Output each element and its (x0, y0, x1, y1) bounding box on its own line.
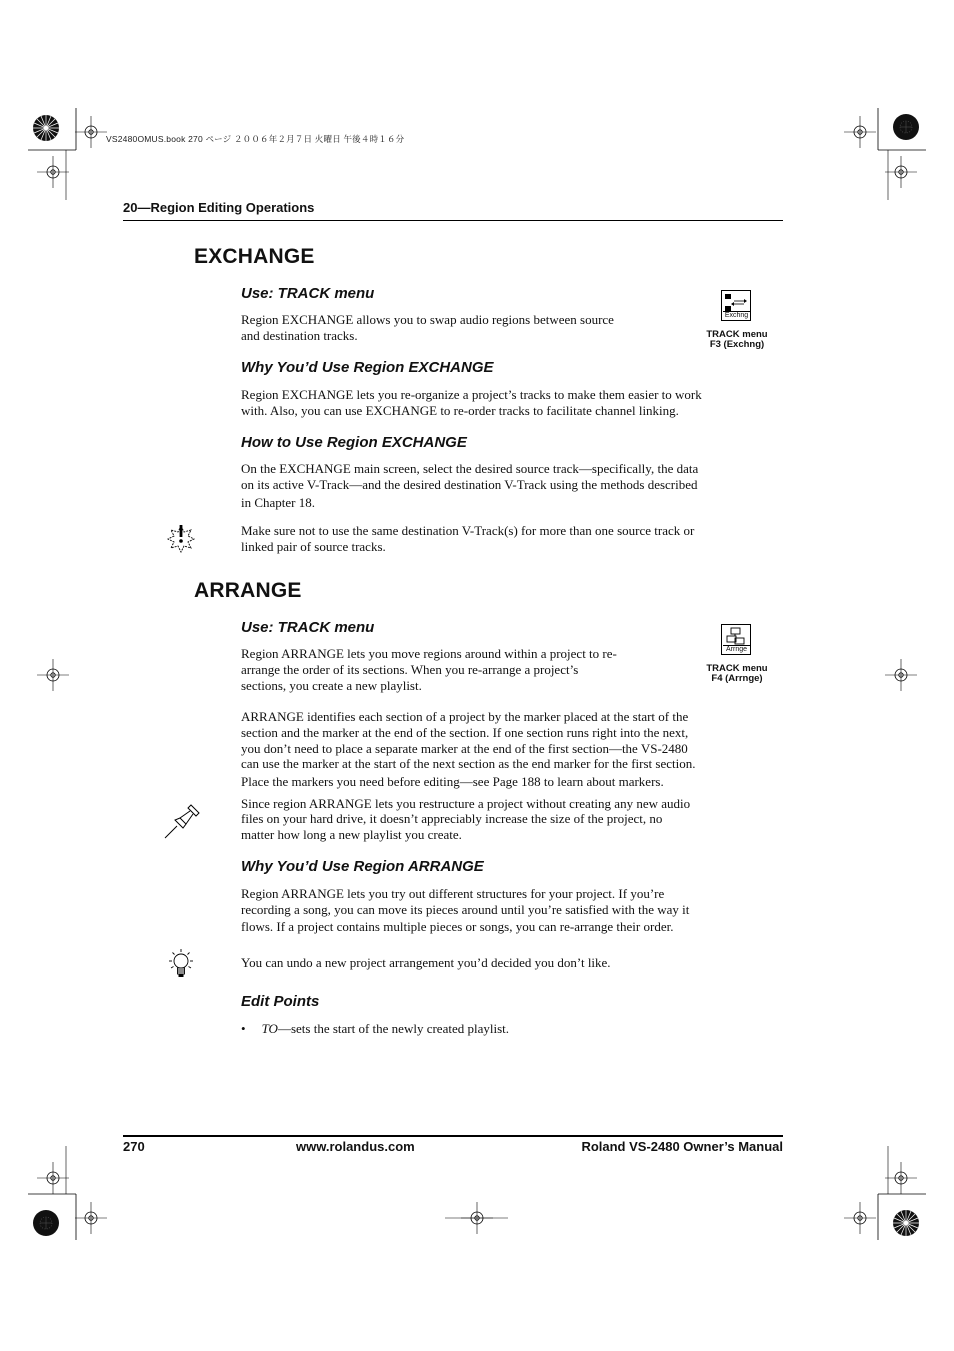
arrange-caption-2: F4 (Arrnge) (711, 673, 763, 684)
arrange-p1-line-1: ARRANGE identifies each section of a project by the marker placed at the start of the (241, 709, 689, 724)
arrange-p1-line-4: can use the marker at the start of the next section as the end marker for the first section. (241, 756, 696, 771)
arrange-bullet-item (241, 1021, 509, 1037)
arrange-p1-line-3: you don’t need to place a separate marker at the end of the first section—the VS-2480 (241, 741, 688, 756)
arrange-edit-heading: Edit Points (241, 993, 320, 1010)
arrange-why-line-3: flows. If a project contains multiple pieces or songs, you can re-arrange their order. (241, 919, 674, 934)
arrange-note-line-1: Since region ARRANGE lets you restructure a project without creating any new audio (241, 796, 691, 811)
bullet-mark: • (241, 1021, 246, 1036)
arrange-note-line-3: matter how long a new playlist you create. (241, 827, 462, 842)
arrange-caption-1: TRACK menu (706, 663, 768, 674)
footer-url: www.rolandus.com (296, 1139, 415, 1154)
arrange-use-line-3: sections, you create a new playlist. (241, 678, 422, 693)
exchange-how-heading: How to Use Region EXCHANGE (241, 434, 467, 451)
exchange-why-line-1: Region EXCHANGE lets you re-organize a project’s tracks to make them easier to work (241, 387, 702, 402)
arrange-use-line-1: Region ARRANGE lets you move regions around within a project to re- (241, 646, 617, 661)
arrange-use-heading: Use: TRACK menu (241, 619, 375, 636)
page-number: 270 (123, 1139, 145, 1154)
bullet-term: TO (261, 1021, 278, 1036)
exchange-button-icon (721, 290, 751, 321)
exchange-use-line-2: and destination tracks. (241, 328, 358, 343)
arrange-why-line-2: recording a song, you can move its pieces around until you’re satisfied with the way it (241, 902, 690, 917)
lightbulb-icon (165, 948, 197, 982)
exchange-caption-1: TRACK menu (706, 329, 768, 340)
exchange-how-line-3: in Chapter 18. (241, 495, 316, 510)
file-info: VS2480OMUS.book 270 ページ ２００６年２月７日 火曜日 午後４時１６分 (106, 134, 405, 144)
pushpin-icon (162, 803, 202, 841)
exchange-how-line-1: On the EXCHANGE main screen, select the desired source track—specifically, the data (241, 461, 699, 476)
arrange-button-icon (721, 624, 751, 655)
exchange-how-line-2: on its active V-Track—and the desired destination V-Track using the methods described (241, 477, 698, 492)
exchange-caption-2: F3 (Exchng) (709, 339, 765, 350)
footer-manual-title: Roland VS-2480 Owner’s Manual (581, 1139, 783, 1154)
arrange-use-line-2: arrange the order of its sections. When you re-arrange a project’s (241, 662, 579, 677)
exchange-title: EXCHANGE (194, 245, 315, 268)
arrange-title: ARRANGE (194, 579, 302, 602)
arrange-icon-label: Arrnge (723, 645, 750, 654)
exchange-warning-line-2: linked pair of source tracks. (241, 539, 386, 554)
arrange-note-line-2: files on your hard drive, it doesn’t appreciably increase the size of the project, no (241, 811, 663, 826)
exchange-why-heading: Why You’d Use Region EXCHANGE (241, 359, 494, 376)
bullet-text: —sets the start of the newly created playlist. (277, 1021, 509, 1036)
exchange-use-heading: Use: TRACK menu (241, 285, 375, 302)
exchange-icon-label: Exchng (724, 312, 749, 319)
warning-icon (165, 523, 197, 555)
running-header: 20—Region Editing Operations (123, 200, 315, 215)
header-rule (123, 220, 783, 221)
footer-rule (123, 1135, 783, 1137)
arrange-why-line-1: Region ARRANGE lets you try out different structures for your project. If you’re (241, 886, 665, 901)
exchange-warning-line-1: Make sure not to use the same destination V-Track(s) for more than one source track or (241, 523, 695, 538)
exchange-why-line-2: with. Also, you can use EXCHANGE to re-order tracks to facilitate channel linking. (241, 403, 679, 418)
arrange-tip: You can undo a new project arrangement you’d decided you don’t like. (241, 955, 611, 970)
arrange-why-heading: Why You’d Use Region ARRANGE (241, 858, 484, 875)
arrange-p1-line-2: section and the marker at the end of the section. If one section runs right into the next, (241, 725, 689, 740)
arrange-p2: Place the markers you need before editing—see Page 188 to learn about markers. (241, 774, 664, 789)
exchange-use-line-1: Region EXCHANGE allows you to swap audio regions between source (241, 312, 614, 327)
